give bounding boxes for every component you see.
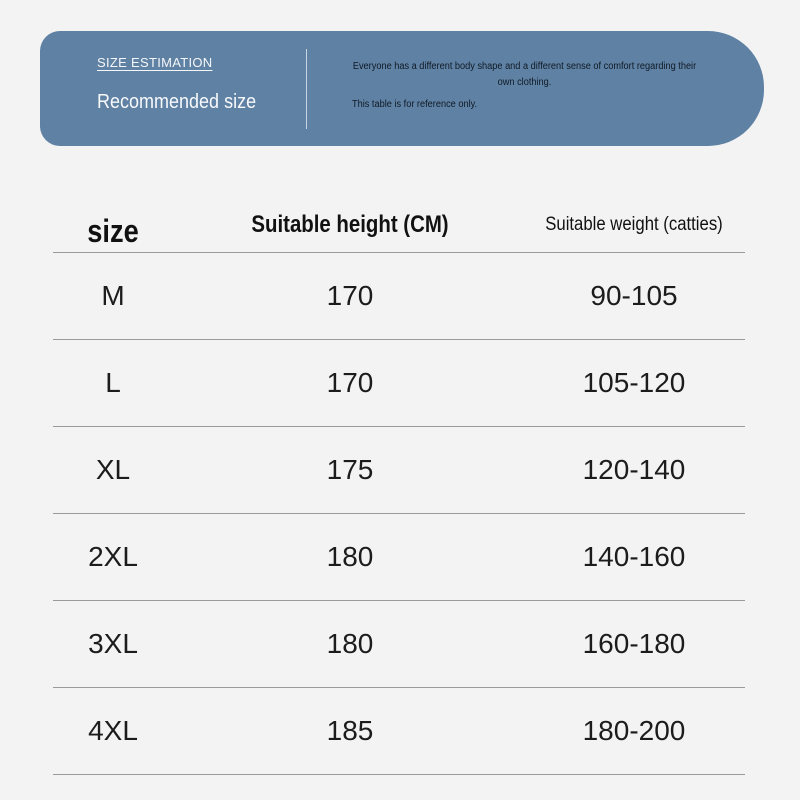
banner-note-line-2: This table is for reference only. (352, 99, 478, 110)
cell-size: XL (95, 454, 131, 485)
header-weight: Suitable weight (catties) (545, 214, 723, 235)
table-header-row (53, 188, 745, 253)
table-row (53, 601, 745, 688)
cell-size: 2XL (88, 541, 138, 572)
cell-height: 175 (326, 454, 374, 485)
banner-title: Recommended size (97, 91, 257, 113)
cell-height: 185 (326, 715, 374, 746)
header-size: size (87, 212, 139, 249)
cell-height: 180 (326, 541, 374, 572)
banner-note-line-1: Everyone has a different body shape and a different sense of comfort regarding their own clothing. (352, 61, 697, 88)
cell-weight: 120-140 (582, 454, 686, 485)
banner-kicker: SIZE ESTIMATION (97, 55, 213, 70)
cell-size: 4XL (88, 715, 138, 746)
table-row (53, 688, 745, 775)
table-row (53, 340, 745, 427)
cell-height: 170 (326, 280, 374, 311)
banner-note (352, 59, 697, 113)
cell-weight: 160-180 (582, 628, 686, 659)
cell-height: 170 (326, 367, 374, 398)
cell-size: 3XL (88, 628, 138, 659)
cell-size: L (105, 367, 121, 398)
cell-weight: 105-120 (582, 367, 686, 398)
table-row (53, 514, 745, 601)
banner-divider (306, 49, 307, 129)
cell-weight: 140-160 (582, 541, 686, 572)
size-estimation-banner (40, 31, 764, 146)
table-row (53, 427, 745, 514)
cell-size: M (101, 280, 125, 311)
cell-weight: 90-105 (590, 280, 678, 311)
table-row (53, 253, 745, 340)
header-height: Suitable height (CM) (251, 211, 449, 238)
size-chart-table (53, 188, 745, 775)
cell-height: 180 (326, 628, 374, 659)
cell-weight: 180-200 (582, 715, 686, 746)
